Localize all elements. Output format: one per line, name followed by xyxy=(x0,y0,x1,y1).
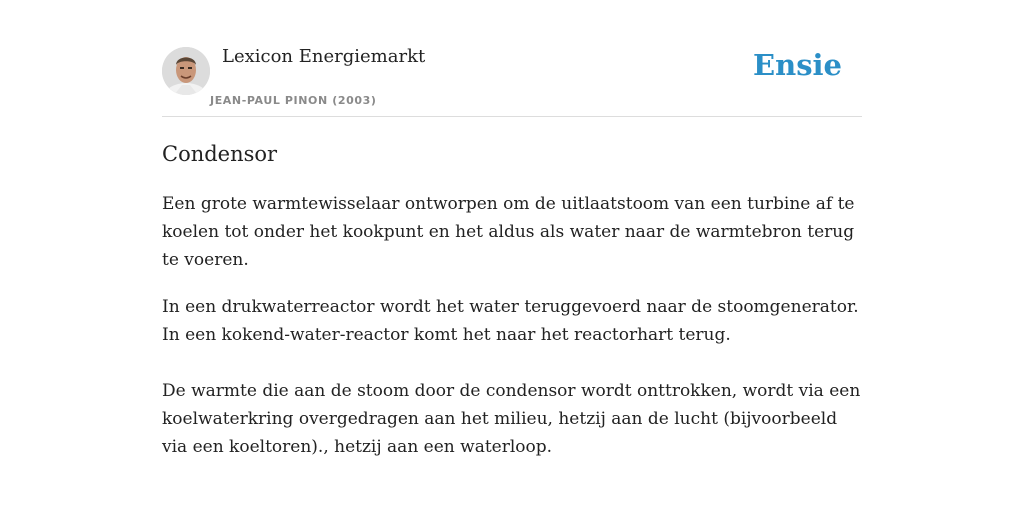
definition-paragraph: In een drukwaterreactor wordt het water teruggevoerd naar de stoomgenerator. In een kokend-water-reactor komt het naar het reactorhart terug. xyxy=(162,297,859,345)
definition-paragraph: De warmte die aan de stoom door de condensor wordt onttrokken, wordt via een koelwaterkring overgedragen aan het milieu, hetzij aan de lucht (bijvoorbeeld via een koeltoren)., hetzij aan een waterloop. xyxy=(162,381,861,457)
ensie-logo[interactable]: Ensie xyxy=(753,48,842,82)
definition-paragraph: Een grote warmtewisselaar ontworpen om de uitlaatstoom van een turbine af te koelen tot onder het kookpunt en het aldus als water naar de warmtebron terug te voeren. xyxy=(162,194,855,270)
author-name: JEAN-PAUL PINON (2003) xyxy=(210,94,377,107)
entry-content xyxy=(162,140,862,480)
book-title-link[interactable]: Lexicon Energiemarkt xyxy=(222,46,426,67)
entry-header xyxy=(162,0,862,117)
author-photo-icon xyxy=(162,47,210,95)
author-avatar[interactable] xyxy=(162,47,210,95)
entry-term: Condensor xyxy=(162,142,278,166)
